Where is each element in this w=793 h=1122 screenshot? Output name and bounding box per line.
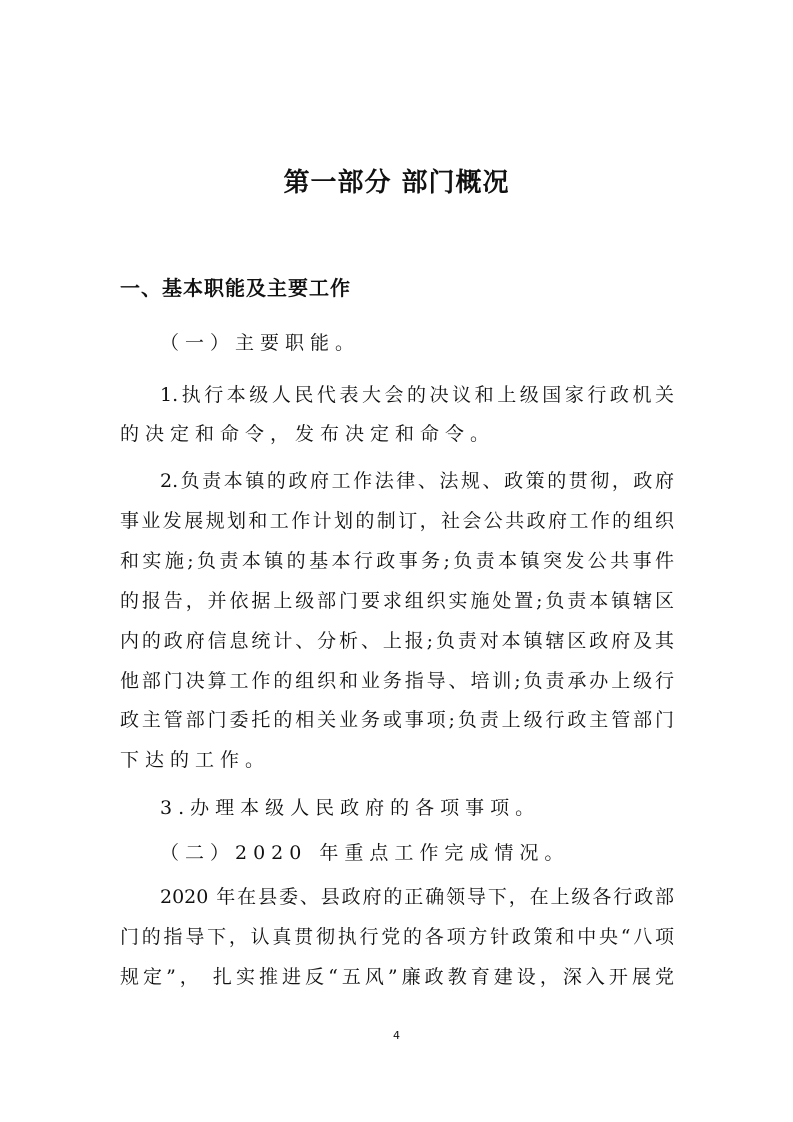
paragraph-line: 2.负责本镇的政府工作法律、法规、政策的贯彻，政府 [160,470,674,492]
paragraph-line: 内的政府信息统计、分析、上报;负责对本镇辖区政府及其 [120,630,674,652]
paragraph-line: 的报告，并依据上级部门要求组织实施处置;负责本镇辖区 [120,590,674,612]
paragraph-line: 下达的工作。 [120,749,271,771]
paragraph-line: 和实施;负责本镇的基本行政事务;负责本镇突发公共事件 [120,550,674,572]
paragraph-line: 规定”， 扎实推进反“五风”廉政教育建设，深入开展党 [120,966,674,988]
page-number: 4 [393,1029,400,1042]
section-heading: 一、基本职能及主要工作 [120,276,351,300]
paragraph-line: 的决定和命令，发布决定和命令。 [120,423,496,445]
paragraph-line: 门的指导下，认真贯彻执行党的各项方针政策和中央“八项 [120,926,674,948]
paragraph-line: 政主管部门委托的相关业务或事项;负责上级行政主管部门 [120,709,674,731]
paragraph-line: 事业发展规划和工作计划的制订，社会公共政府工作的组织 [120,510,674,532]
subheading: （二）2020 年重点工作完成情况。 [160,842,570,864]
paragraph-line: 3.办理本级人民政府的各项事项。 [160,797,541,819]
paragraph-line: 1.执行本级人民代表大会的决议和上级国家行政机关 [160,384,674,406]
page-title: 第一部分 部门概况 [283,168,510,198]
paragraph-line: 2020 年在县委、县政府的正确领导下，在上级各行政部 [160,886,674,908]
subheading: （一）主要职能。 [160,332,361,354]
paragraph-line: 他部门决算工作的组织和业务指导、培训;负责承办上级行 [120,670,674,692]
